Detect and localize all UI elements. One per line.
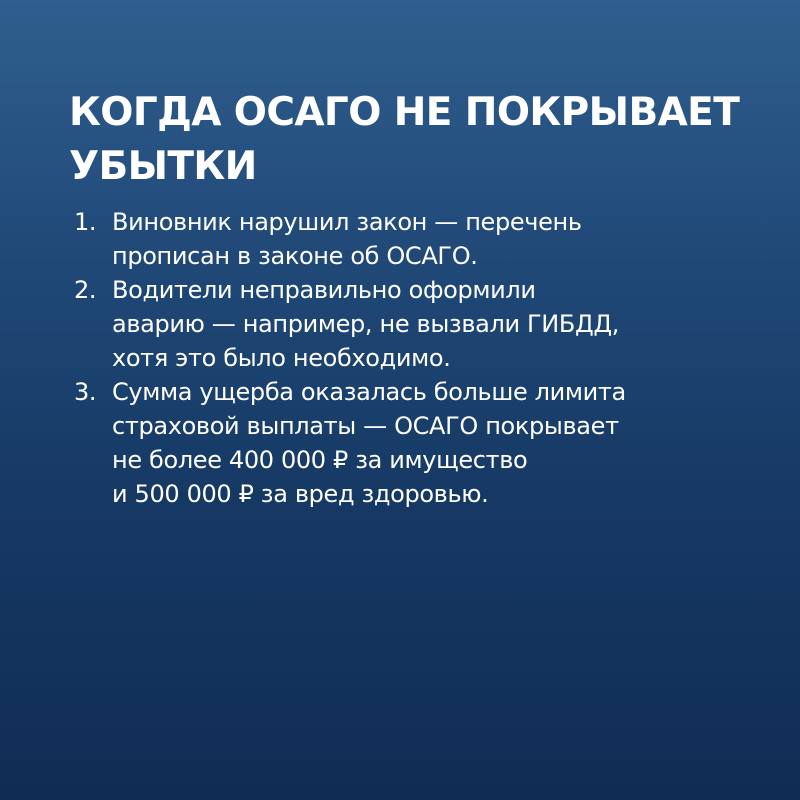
- list-item: [74, 273, 714, 375]
- list-item: [74, 205, 714, 273]
- list-item-number: 3.: [74, 378, 97, 406]
- list-item-number: 1.: [74, 208, 97, 236]
- list-item-text: Водители неправильно оформили аварию — например, не вызвали ГИБДД, хотя это было необходимо.: [112, 276, 620, 372]
- list-item-text: Виновник нарушил закон — перечень прописан в законе об ОСАГО.: [112, 208, 582, 270]
- coverage-exclusions-list: [74, 205, 714, 511]
- list-item-text: Сумма ущерба оказалась больше лимита страховой выплаты — ОСАГО покрывает не более 400 000 ₽ за имущество и 500 000 ₽ за вред здоровью.: [112, 378, 626, 508]
- list-item: [74, 375, 714, 511]
- list-item-number: 2.: [74, 276, 97, 304]
- slide-title: КОГДА ОСАГО НЕ ПОКРЫВАЕТ УБЫТКИ: [69, 90, 740, 189]
